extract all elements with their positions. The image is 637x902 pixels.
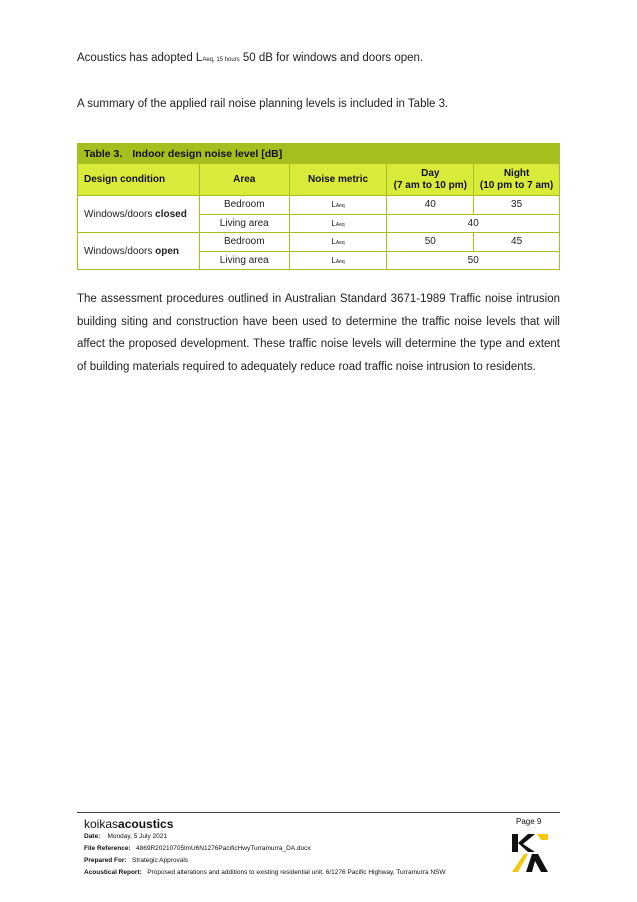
day-value-cell: 40 xyxy=(387,196,474,215)
table-caption: Table 3. Indoor design noise level [dB] xyxy=(78,144,560,164)
header-night: Night (10 pm to 7 am) xyxy=(474,164,560,196)
table-caption-row xyxy=(78,144,560,164)
header-noise-metric: Noise metric xyxy=(289,164,387,196)
design-condition-cell: Windows/doors closed xyxy=(78,196,200,233)
adopted-level-text: Acoustics has adopted LAeq, 15 hours 50 dB for windows and doors open. xyxy=(77,52,424,64)
company-logo xyxy=(510,832,550,874)
design-condition-cell: Windows/doors open xyxy=(78,233,200,270)
header-design-condition: Design condition xyxy=(78,164,200,196)
metric-cell: LAeq xyxy=(289,214,387,233)
summary-text: A summary of the applied rail noise planning levels is included in Table 3. xyxy=(77,98,449,110)
area-cell: Bedroom xyxy=(199,233,289,252)
footer-prepared-for: Prepared For: Strategic Approvals xyxy=(84,857,189,864)
metric-cell: LAeq xyxy=(289,196,387,215)
page-number: Page 9 xyxy=(516,817,542,826)
combined-value-cell: 50 xyxy=(387,251,560,270)
assessment-paragraph: The assessment procedures outlined in Australian Standard 3671-1989 Traffic noise intrusion building siting and construction have been used to determine the traffic noise levels that will affect the proposed development. These traffic noise levels will determine the type and extent of building materials required to adequately reduce road traffic noise intrusion to residents. xyxy=(77,293,560,373)
company-brand: koikasacoustics xyxy=(84,817,174,831)
table-row xyxy=(78,233,560,252)
night-value-cell: 45 xyxy=(474,233,560,252)
footer-date: Date: Monday, 5 July 2021 xyxy=(84,833,167,840)
table-header-row xyxy=(78,164,560,196)
footer-divider xyxy=(77,812,560,813)
area-cell: Living area xyxy=(199,214,289,233)
area-cell: Bedroom xyxy=(199,196,289,215)
night-value-cell: 35 xyxy=(474,196,560,215)
metric-cell: LAeq xyxy=(289,251,387,270)
day-value-cell: 50 xyxy=(387,233,474,252)
footer-file-reference: File Reference: 4869R20210705lmU6N1276PacificHwyTurramurra_DA.docx xyxy=(84,845,311,852)
combined-value-cell: 40 xyxy=(387,214,560,233)
table-row xyxy=(78,196,560,215)
header-area: Area xyxy=(199,164,289,196)
area-cell: Living area xyxy=(199,251,289,270)
header-day: Day (7 am to 10 pm) xyxy=(387,164,474,196)
noise-level-table xyxy=(77,143,560,270)
footer-acoustical-report: Acoustical Report: Proposed alterations and additions to existing residential unit. 6/1276 Pacific Highway, Turramurra NSW xyxy=(84,869,446,876)
metric-cell: LAeq xyxy=(289,233,387,252)
